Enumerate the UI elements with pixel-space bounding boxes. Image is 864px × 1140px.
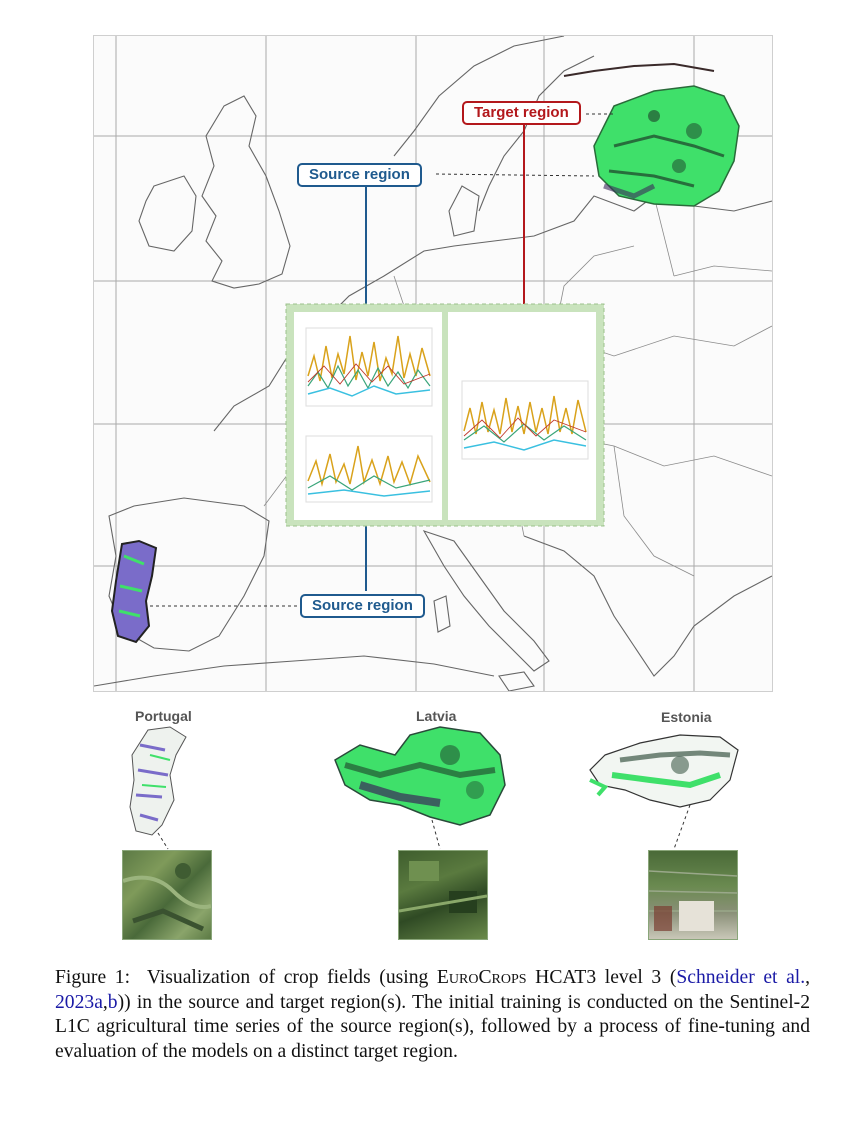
finland-coast [564,64,714,76]
country-label-latvia: Latvia [416,708,457,724]
europe-map [93,35,773,692]
dataset-name: EuroCrops [436,967,527,988]
country-label-estonia: Estonia [661,709,712,725]
portugal-inset [130,727,186,849]
target-region-label: Target region [462,101,581,125]
citation-link-schneider[interactable]: Schneider et al. [676,967,806,988]
satellite-image-estonia [648,850,738,940]
portugal-source-fields [112,541,156,642]
estonia-inset [590,735,738,849]
citation-link-b[interactable]: b [107,991,118,1013]
figure-label: Figure 1: [55,967,131,988]
satellite-image-portugal [122,850,212,940]
caption-text-4: , [102,991,108,1013]
citation-link-2023a[interactable]: 2023a [55,991,103,1013]
figure-caption [55,966,810,1064]
map-graphic [94,36,772,691]
caption-text-2: HCAT3 level 3 ( [535,967,677,988]
caption-text-3: , [805,967,811,988]
country-label-portugal: Portugal [135,708,192,724]
time-series-panel [286,304,604,526]
caption-text-5: )) in the source and target region(s). The initial training is conducted on the Sentinel-2 L1C agricultural time series of the source region(s), followed by a process of fine-tuning and evaluation of the models on a distinct target region. [55,991,810,1062]
caption-text-1: Visualization of crop fields (using [146,967,429,988]
target-region-fields [594,86,739,206]
latvia-inset [335,727,505,849]
satellite-image-latvia [398,850,488,940]
source-region-label-top: Source region [297,163,422,187]
source-region-label-bottom: Source region [300,594,425,618]
